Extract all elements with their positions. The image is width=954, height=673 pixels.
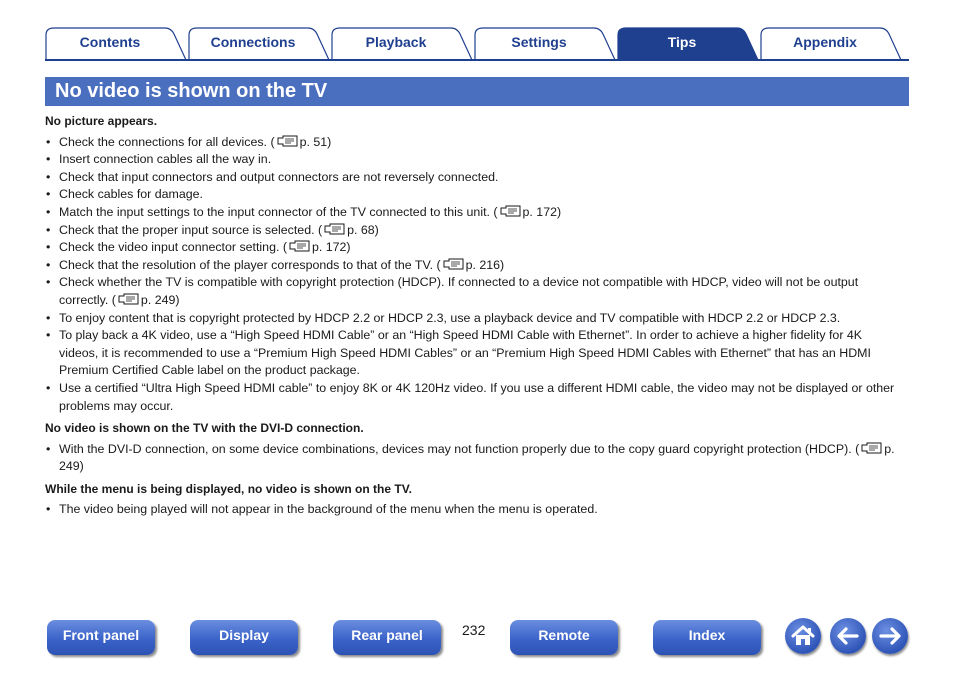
list-item — [45, 239, 895, 257]
item-text: The video being played will not appear in the background of the menu when the menu is operated. — [59, 502, 598, 517]
page-reference-icon — [324, 223, 346, 235]
item-text: Check that the proper input source is selected. ( — [59, 222, 323, 237]
list-item — [45, 257, 895, 275]
bullet-list — [45, 441, 895, 476]
item-text: To play back a 4K video, use a “High Speed HDMI Cable” or an “High Speed HDMI Cable with Ethernet”. In order to achieve a higher fidelity for 4K videos, it is recommended to use a “Premium High Speed HDMI Cables” or an “Premium High Speed HDMI Cables with Ethernet” that has an HDMI Premium Certified Cable label on the product package. — [59, 328, 871, 378]
tab-label: Settings — [511, 34, 567, 50]
index-button[interactable]: Index — [653, 620, 761, 655]
forward-button[interactable] — [872, 618, 908, 654]
list-item — [45, 204, 895, 222]
tab-connections[interactable] — [188, 27, 336, 60]
list-item — [45, 441, 895, 476]
rear-panel-button[interactable]: Rear panel — [333, 620, 441, 655]
page-reference-icon — [118, 293, 140, 305]
item-text: To enjoy content that is copyright protected by HDCP 2.2 or HDCP 2.3, use a playback device and TV compatible with HDCP 2.2 or HDCP 2.3. — [59, 310, 841, 325]
back-button[interactable] — [830, 618, 866, 654]
page-number: 232 — [462, 622, 486, 638]
remote-button[interactable]: Remote — [510, 620, 618, 655]
tab-label: Appendix — [793, 34, 857, 50]
tab-playback[interactable] — [331, 27, 479, 60]
page-reference-icon — [861, 442, 883, 454]
page-reference-link[interactable]: p. 216) — [465, 257, 505, 272]
tab-settings[interactable] — [474, 27, 622, 60]
display-button[interactable]: Display — [190, 620, 298, 655]
tab-label: Tips — [667, 34, 697, 50]
list-item — [45, 169, 895, 187]
tab-contents[interactable] — [45, 27, 193, 60]
section-heading: No video is shown on the TV with the DVI-D connection. — [45, 421, 364, 436]
bullet-list — [45, 501, 895, 519]
tab-label: Playback — [365, 34, 427, 50]
page-reference-link[interactable]: p. 172) — [311, 240, 351, 255]
page-reference-icon — [277, 135, 299, 147]
list-item — [45, 134, 895, 152]
page-reference-link[interactable]: p. 172) — [522, 204, 562, 219]
home-icon — [785, 618, 821, 654]
list-item — [45, 274, 895, 309]
forward-arrow-icon — [872, 618, 908, 654]
section-heading: No picture appears. — [45, 114, 158, 128]
tab-label: Contents — [79, 34, 141, 50]
page-reference-icon — [443, 258, 465, 270]
item-text: Check the video input connector setting. ( — [59, 240, 287, 255]
bullet-list — [45, 134, 895, 416]
list-item — [45, 186, 895, 204]
item-text: Use a certified “Ultra High Speed HDMI cable” to enjoy 8K or 4K 120Hz video. If you use a different HDMI cable, the video may not be displayed or other problems may occur. — [59, 380, 895, 413]
item-text: Match the input settings to the input connector of the TV connected to this unit. ( — [59, 204, 498, 219]
list-item — [45, 380, 895, 415]
item-text: Check that the resolution of the player corresponds to that of the TV. ( — [59, 257, 441, 272]
item-text: Check that input connectors and output connectors are not reversely connected. — [59, 169, 499, 184]
list-item — [45, 222, 895, 240]
item-text: Check the connections for all devices. ( — [59, 134, 275, 149]
tab-tips[interactable] — [617, 27, 765, 60]
page-reference-link[interactable]: p. 249) — [59, 441, 895, 474]
page-reference-icon — [500, 205, 522, 217]
home-button[interactable] — [785, 618, 821, 654]
tab-appendix[interactable] — [760, 27, 908, 60]
page-reference-link[interactable]: p. 68) — [347, 222, 379, 237]
item-text: Check whether the TV is compatible with copyright protection (HDCP). If connected to a device not compatible with HDCP, video will not be output correctly. ( — [59, 275, 859, 307]
page-reference-link[interactable]: p. 249) — [140, 292, 180, 307]
item-text: Insert connection cables all the way in. — [59, 152, 272, 167]
list-item — [45, 327, 895, 380]
item-text: With the DVI-D connection, on some device combinations, devices may not function properly due to the copy guard copyright protection (HDCP). ( — [59, 441, 860, 456]
back-arrow-icon — [830, 618, 866, 654]
list-item — [45, 151, 895, 169]
front-panel-button[interactable]: Front panel — [47, 620, 155, 655]
tab-underline — [45, 59, 909, 61]
list-item — [45, 501, 895, 519]
tab-label: Connections — [210, 34, 296, 50]
section-heading: While the menu is being displayed, no video is shown on the TV. — [45, 481, 412, 496]
page-reference-icon — [289, 240, 311, 252]
list-item — [45, 310, 895, 328]
page-reference-link[interactable]: p. 51) — [299, 134, 332, 149]
content-area — [45, 113, 895, 523]
page-title: No video is shown on the TV — [45, 77, 909, 106]
item-text: Check cables for damage. — [59, 187, 203, 202]
